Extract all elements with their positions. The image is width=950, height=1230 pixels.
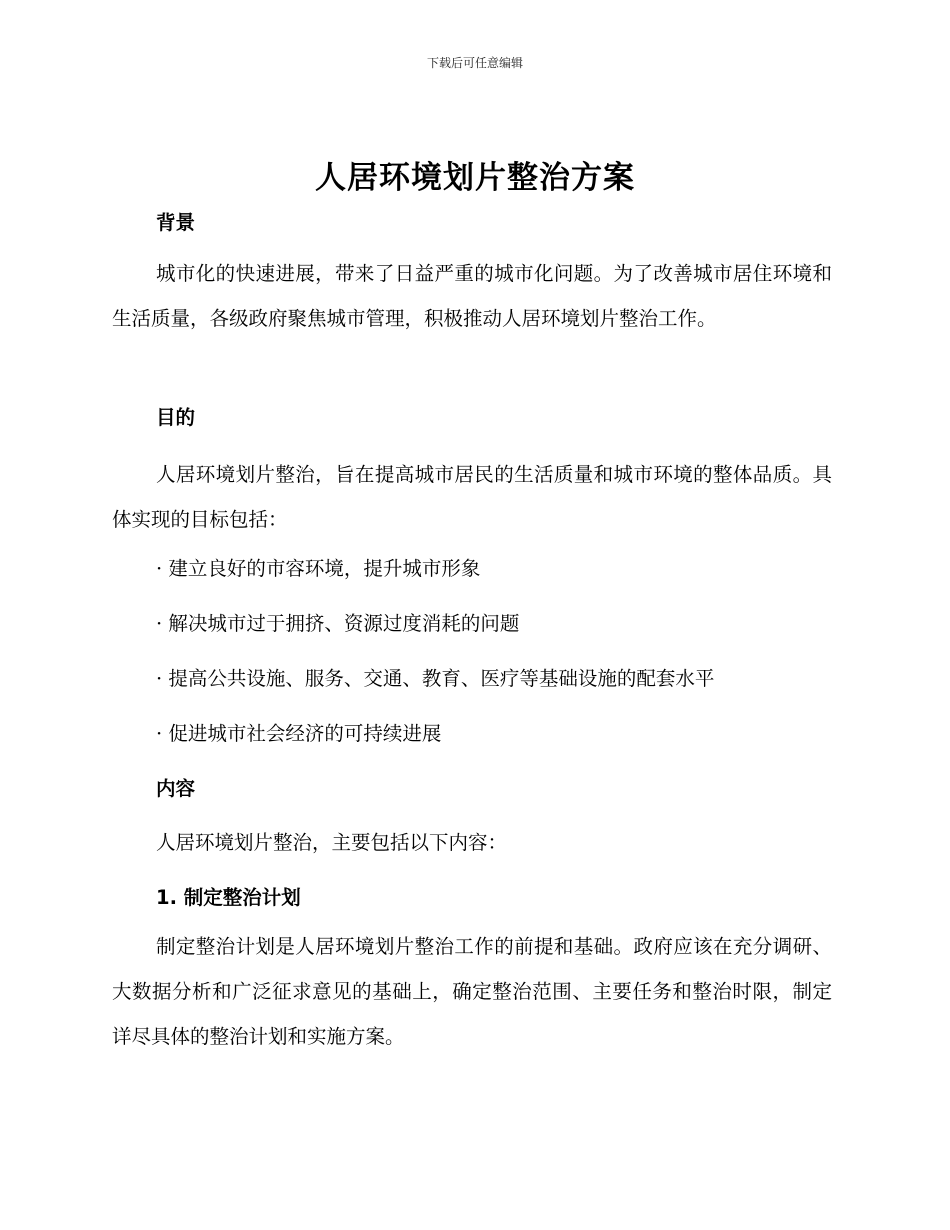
subheading-plan: 1. 制定整治计划 [156,886,301,909]
page-header: 下载后可任意编辑 [426,56,523,70]
bullet-item-3: · 提高公共设施、服务、交通、教育、医疗等基础设施的配套水平 [156,667,715,690]
heading-background: 背景 [156,211,196,234]
bullet-item-1: · 建立良好的市容环境，提升城市形象 [156,557,481,580]
paragraph-content-intro: 人居环境划片整治，主要包括以下内容： [156,831,508,854]
heading-purpose: 目的 [156,406,196,429]
bullet-item-2: · 解决城市过于拥挤、资源过度消耗的问题 [156,612,520,635]
paragraph-purpose: 人居环境划片整治，旨在提高城市居民的生活质量和城市环境的整体品质。具体实现的目标包括： [112,463,832,531]
paragraph-plan: 制定整治计划是人居环境划片整治工作的前提和基础。政府应该在充分调研、大数据分析和广泛征求意见的基础上，确定整治范围、主要任务和整治时限，制定详尽具体的整治计划和实施方案。 [112,935,832,1048]
heading-content: 内容 [156,777,196,800]
paragraph-background: 城市化的快速进展，带来了日益严重的城市化问题。为了改善城市居住环境和生活质量，各级政府聚焦城市管理，积极推动人居环境划片整治工作。 [112,262,832,330]
document-title: 人居环境划片整治方案 [315,160,635,196]
bullet-item-4: · 促进城市社会经济的可持续进展 [156,722,442,745]
